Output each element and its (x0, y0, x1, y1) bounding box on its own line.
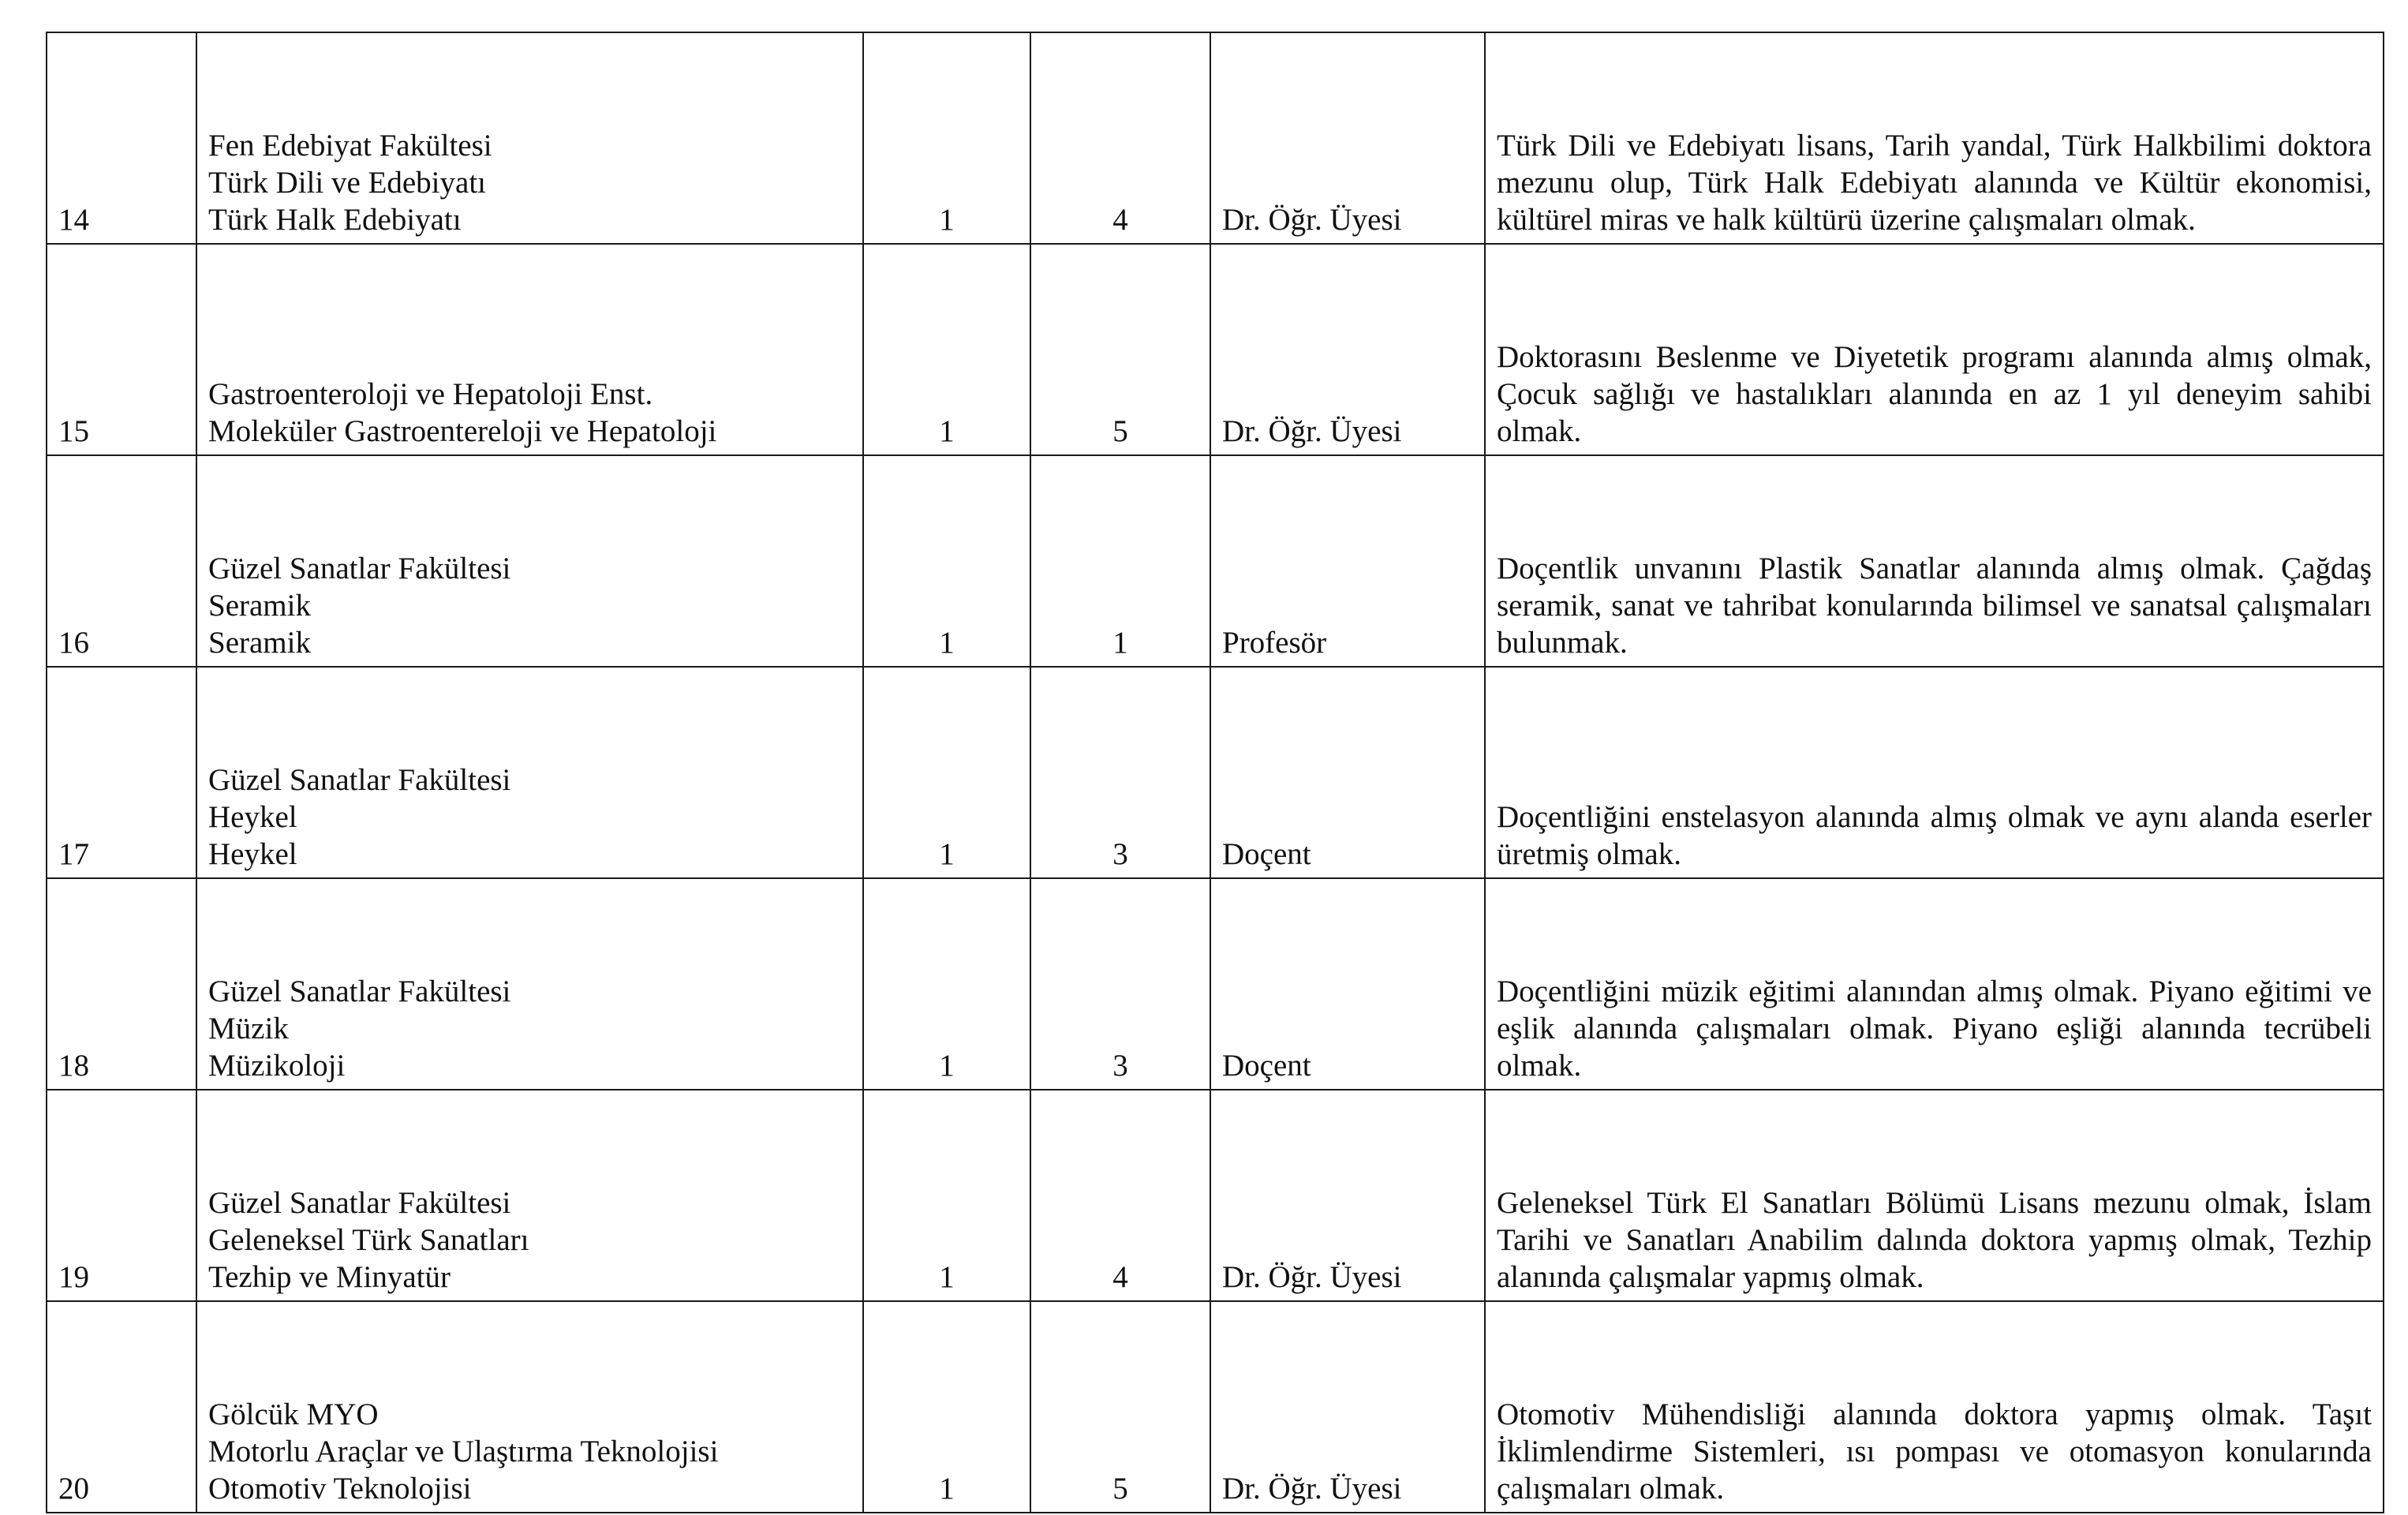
row-number-cell: 18 (47, 878, 196, 1090)
academic-title-cell: Dr. Öğr. Üyesi (1210, 244, 1485, 455)
unit-line: Güzel Sanatlar Fakültesi (208, 974, 511, 1008)
position-count-cell: 1 (863, 667, 1030, 878)
unit-line: Motorlu Araçlar ve Ulaştırma Teknolojisi (208, 1435, 719, 1468)
table-row (47, 32, 2384, 244)
table-row (47, 1301, 2384, 1513)
position-count-cell: 1 (863, 455, 1030, 667)
academic-title-cell: Profesör (1210, 455, 1485, 667)
requirement-cell (1485, 1090, 2384, 1301)
requirement-text: Doktorasını Beslenme ve Diyetetik programı alanında almış olmak, Çocuk sağlığı ve hastalıkları alanında en az 1 yıl deneyim sahibi olmak. (1497, 340, 2372, 448)
degree-cell: 1 (1030, 455, 1210, 667)
unit-cell (196, 32, 863, 244)
unit-line: Müzikoloji (208, 1049, 346, 1083)
unit-cell (196, 878, 863, 1090)
requirement-text: Türk Dili ve Edebiyatı lisans, Tarih yandal, Türk Halkbilimi doktora mezunu olup, Türk Halk Edebiyatı alanında ve Kültür ekonomisi, kültürel miras ve halk kültürü üzerine çalışmaları olmak. (1497, 129, 2372, 237)
unit-line: Müzik (208, 1012, 289, 1046)
row-number-cell: 16 (47, 455, 196, 667)
table-row (47, 1090, 2384, 1301)
degree-cell: 5 (1030, 1301, 1210, 1513)
unit-cell (196, 455, 863, 667)
position-count-cell: 1 (863, 1301, 1030, 1513)
unit-cell (196, 244, 863, 455)
requirement-text: Geleneksel Türk El Sanatları Bölümü Lisans mezunu olmak, İslam Tarihi ve Sanatları Anabilim dalında doktora yapmış olmak, Tezhip alanında çalışmalar yapmış olmak. (1497, 1186, 2372, 1294)
unit-line: Güzel Sanatlar Fakültesi (208, 552, 511, 585)
requirement-cell (1485, 455, 2384, 667)
degree-cell: 3 (1030, 878, 1210, 1090)
academic-title-cell: Dr. Öğr. Üyesi (1210, 32, 1485, 244)
requirement-cell (1485, 1301, 2384, 1513)
unit-cell (196, 1090, 863, 1301)
degree-cell: 4 (1030, 1090, 1210, 1301)
unit-line: Seramik (208, 589, 311, 623)
requirement-cell (1485, 244, 2384, 455)
table-row (47, 455, 2384, 667)
requirement-cell (1485, 878, 2384, 1090)
position-count-cell: 1 (863, 244, 1030, 455)
row-number-cell: 15 (47, 244, 196, 455)
requirement-text: Doçentlik unvanını Plastik Sanatlar alanında almış olmak. Çağdaş seramik, sanat ve tahribat konularında bilimsel ve sanatsal çalışmaları bulunmak. (1497, 552, 2372, 660)
unit-line: Güzel Sanatlar Fakültesi (208, 1186, 511, 1220)
academic-title-cell: Doçent (1210, 878, 1485, 1090)
row-number-cell: 19 (47, 1090, 196, 1301)
row-number-cell: 20 (47, 1301, 196, 1513)
requirement-text: Doçentliğini enstelasyon alanında almış olmak ve aynı alanda eserler üretmiş olmak. (1497, 800, 2372, 871)
unit-line: Fen Edebiyat Fakültesi (208, 129, 492, 163)
unit-line: Gastroenteroloji ve Hepatoloji Enst. (208, 377, 653, 411)
unit-line: Otomotiv Teknolojisi (208, 1472, 472, 1506)
unit-line: Güzel Sanatlar Fakültesi (208, 763, 511, 797)
positions-table (46, 32, 2384, 1513)
unit-line: Türk Halk Edebiyatı (208, 203, 462, 237)
requirement-cell (1485, 32, 2384, 244)
requirement-text: Otomotiv Mühendisliği alanında doktora yapmış olmak. Taşıt İklimlendirme Sistemleri, ısı pompası ve otomasyon konularında çalışmaları olmak. (1497, 1397, 2372, 1506)
unit-line: Tezhip ve Minyatür (208, 1260, 451, 1294)
positions-table-body (47, 32, 2384, 1513)
unit-line: Geleneksel Türk Sanatları (208, 1223, 529, 1257)
academic-title-cell: Dr. Öğr. Üyesi (1210, 1090, 1485, 1301)
degree-cell: 5 (1030, 244, 1210, 455)
academic-title-cell: Dr. Öğr. Üyesi (1210, 1301, 1485, 1513)
unit-line: Heykel (208, 800, 297, 834)
degree-cell: 4 (1030, 32, 1210, 244)
position-count-cell: 1 (863, 32, 1030, 244)
table-row (47, 244, 2384, 455)
unit-line: Heykel (208, 837, 297, 871)
unit-line: Türk Dili ve Edebiyatı (208, 166, 486, 200)
academic-title-cell: Doçent (1210, 667, 1485, 878)
unit-cell (196, 667, 863, 878)
unit-cell (196, 1301, 863, 1513)
requirement-cell (1485, 667, 2384, 878)
requirement-text: Doçentliğini müzik eğitimi alanından almış olmak. Piyano eğitimi ve eşlik alanında çalışmaları olmak. Piyano eşliği alanında tecrübeli olmak. (1497, 974, 2372, 1083)
row-number-cell: 17 (47, 667, 196, 878)
table-row (47, 667, 2384, 878)
table-row (47, 878, 2384, 1090)
unit-line: Gölcük MYO (208, 1397, 379, 1431)
unit-line: Seramik (208, 626, 311, 660)
position-count-cell: 1 (863, 1090, 1030, 1301)
row-number-cell: 14 (47, 32, 196, 244)
degree-cell: 3 (1030, 667, 1210, 878)
unit-line: Moleküler Gastroentereloji ve Hepatoloji (208, 414, 717, 448)
position-count-cell: 1 (863, 878, 1030, 1090)
